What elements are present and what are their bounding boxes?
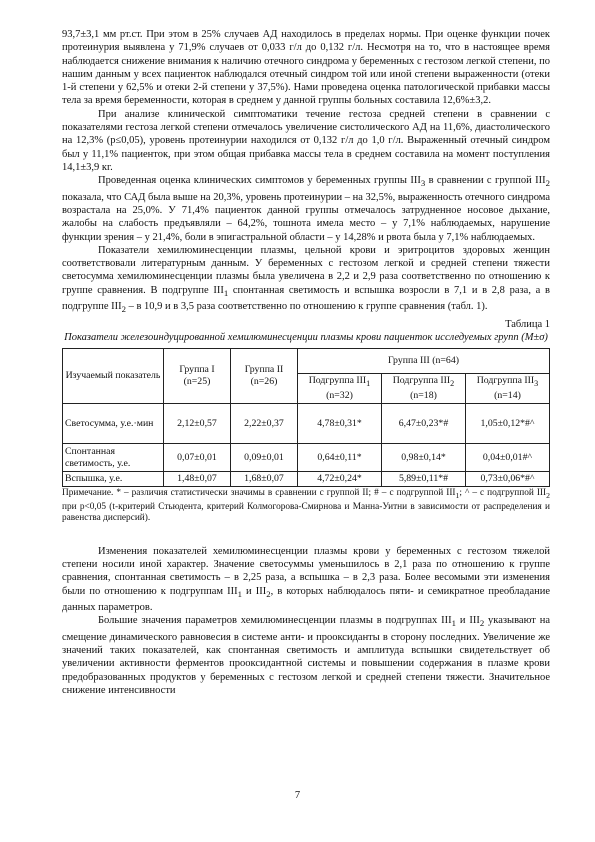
- page-number: 7: [294, 790, 301, 801]
- cell-subgroup-3: 1,05±0,12*#^: [466, 404, 550, 444]
- table-row: [63, 472, 550, 487]
- table-header-row: [63, 349, 550, 374]
- document-page: [62, 28, 550, 697]
- chemiluminescence-table: [62, 348, 550, 487]
- row-label: Вспышка, у.е.: [63, 472, 164, 487]
- cell-group-2: 0,09±0,01: [231, 444, 298, 472]
- paragraph-5: Изменения показателей хемилюминесценции плазмы крови у беременных с гестозом тяжелой степени носили иной характер. Значение светосуммы уменьшилось в 2,1 раза по отношению к группе сравнения, спонтанная светимость – в 2,25 раза, а вспышка – в 2,3 раза. Более весомыми эти изменения были по отношению к подгруппам $III_1$ и $III_2$, в которых наблюдалось пяти- и семикратное преобладание данных параметров.: [62, 545, 551, 613]
- cell-group-2: 1,68±0,07: [231, 472, 298, 487]
- paragraph-4: Показатели хемилюминесценции плазмы, цельной крови и эритроцитов здоровых женщин соответствовали литературным данным. У беременных с гестозом легкой и средней степени тяжести светосумма хемилюминесценции плазмы была увеличена в 2,2 и 2,9 раза соответственно по отношению к группе сравнения. В подгруппе $III_1$ спонтанная светимость и вспышка возросли в 7,1 и в 2,8 раза, а в подгруппе $III_2$ – в 10,9 и в 3,5 раза соответственно по отношению к группе сравнения (табл. 1).: [62, 244, 550, 315]
- cell-subgroup-2: 6,47±0,23*#: [382, 404, 466, 444]
- paragraph-6: Большие значения параметров хемилюминесценции плазмы в подгруппах $III_1$ и $III_2$ указывают на смещение динамического равновесия в системе анти- и прооксиданты в сторону последних. Увеличение же значений таких показателей, как спонтанная светимость и амплитуда вспышки свидетельствует об увеличении активности ферментов прооксидантной системы и повышении содержания в плазме крови предобразованных продуктов у беременных с гестозом легкой и средней степени тяжести. Значительное снижение интенсивности: [62, 615, 551, 696]
- cell-subgroup-1: 4,78±0,31*: [298, 404, 382, 444]
- paragraph-3: Проведенная оценка клинических симптомов у беременных группы $III_3$ в сравнении с группой $III_2$ показала, что САД была выше на 20,3%, уровень протеинурии – на 32,5%, выраженность отечного синдрома возрастала на 25,0%. У 71,4% пациенток данной группы отмечалось затрудненное носовое дыхание, жалобы на слабость предъявляли – 64,2%, тошнота имела место – у 7,1% наблюдаемых, нарушение функции зрения – у 21,4%, боли в эпигастральной области – у 14,28% и рвота была у 7,1% наблюдаемых.: [62, 175, 550, 243]
- spacer: [62, 525, 550, 545]
- cell-subgroup-3: 0,04±0,01#^: [466, 444, 550, 472]
- cell-subgroup-2: 0,98±0,14*: [382, 444, 466, 472]
- cell-group-1: 1,48±0,07: [164, 472, 231, 487]
- cell-group-1: 2,12±0,57: [164, 404, 231, 444]
- row-label: Спонтанная светимость, у.е.: [63, 444, 164, 472]
- cell-group-2: 2,22±0,37: [231, 404, 298, 444]
- header-group-1: Группа I (n=25): [164, 349, 231, 404]
- cell-subgroup-1: 4,72±0,24*: [298, 472, 382, 487]
- cell-subgroup-3: 0,73±0,06*#^: [466, 472, 550, 487]
- header-subgroup-2: Подгруппа $III_2$ (n=18): [382, 374, 466, 404]
- header-parameter: Изучаемый показатель: [63, 349, 164, 404]
- table-number: Таблица 1: [505, 318, 550, 330]
- table-row: [63, 444, 550, 472]
- cell-group-1: 0,07±0,01: [164, 444, 231, 472]
- paragraph-2: При анализе клинической симптоматики течение гестоза средней степени в сравнении с показателями гестоза легкой степени отмечалось увеличение систолического АД на 11,6%, диастолического на 12,3% (р≤0,05), уровень протеинурии находился от 0,132 г/л до 1,0 г/л. Выраженный отечный синдром был у 11,1% пациенток, при этом общая прибавка массы тела в среднем составила на момент поступления 14,1±3,9 кг.: [62, 108, 550, 173]
- paragraph-1: 93,7±3,1 мм рт.ст. При этом в 25% случаев АД находилось в пределах нормы. При оценке функции почек протеинурия выявлена у 71,9% случаев от 0,033 г/л до 0,132 г/л. Несмотря на то, что в настоящее время наблюдается снижение внимания к наличию отечного синдрома у беременных с гестозом легкой степени, по нашим данным у всех пациенток наблюдался отечный синдром той или иной степени выраженности (отеки 1-й степени у 62,5% и отеки 2-й степени у 37,5%). Нами проведена оценка патологической прибавки массы тела за время беременности, которая в среднем у данной группы больных составила 12,6%±3,2.: [62, 29, 550, 107]
- table-caption: Показатели железоиндуцированной хемилюминесценции плазмы крови пациенток исследуемых групп (M±σ): [64, 331, 548, 343]
- cell-subgroup-1: 0,64±0,11*: [298, 444, 382, 472]
- table-note: Примечание. * – различия статистически значимы в сравнении с группой II; # – с подгруппой $III_1$; ^ – с подгруппой $III_2$ при р<0,05 (t-критерий Стьюдента, критерий Колмогорова-Смирнова и Манна-Уитни в зависимости от распределения и равенства дисперсий).: [62, 488, 550, 524]
- header-group-2: Группа II (n=26): [231, 349, 298, 404]
- row-label: Светосумма, у.е.·мин: [63, 404, 164, 444]
- header-group-3: Группа III (n=64): [298, 349, 550, 374]
- header-subgroup-1: Подгруппа $III_1$ (n=32): [298, 374, 382, 404]
- table-row: [63, 404, 550, 444]
- cell-subgroup-2: 5,89±0,11*#: [382, 472, 466, 487]
- header-subgroup-3: Подгруппа $III_3$ (n=14): [466, 374, 550, 404]
